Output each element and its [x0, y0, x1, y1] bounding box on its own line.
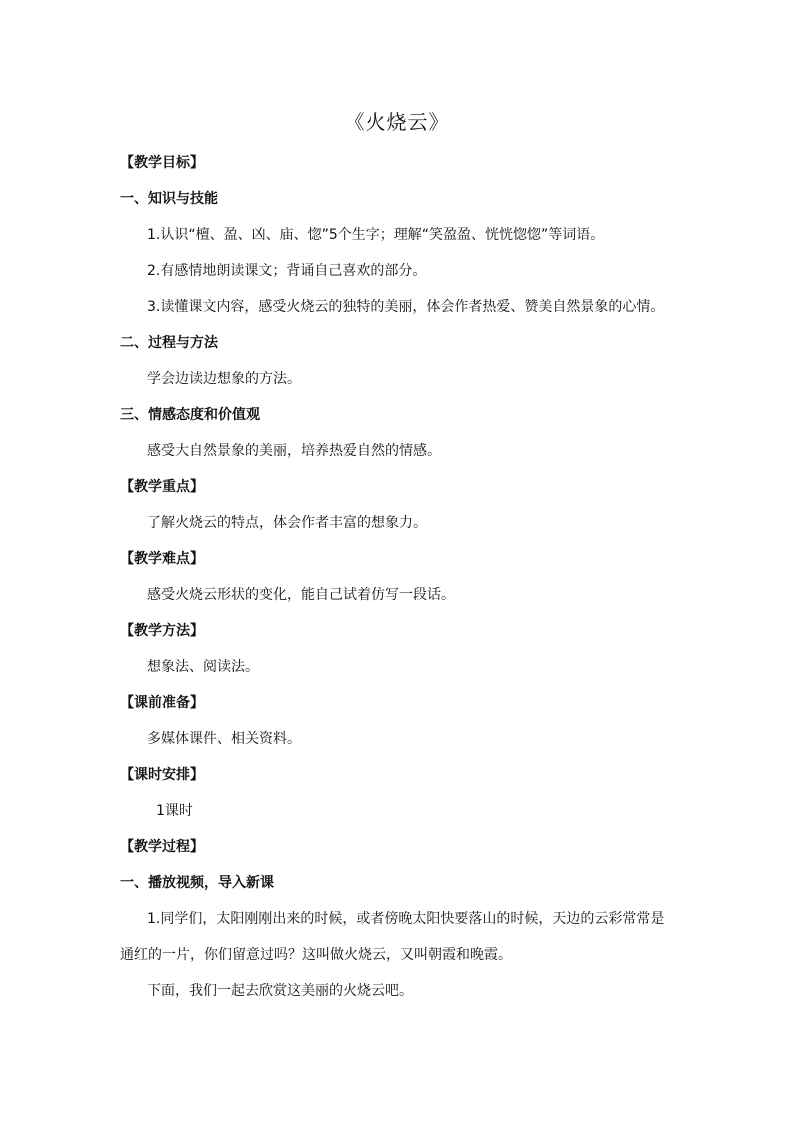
- objective-item-1: 1.认识“檀、盈、凶、庙、惚”5个生字；理解“笑盈盈、恍恍惚惚”等词语。: [147, 227, 605, 243]
- section-heading-objectives: 【教学目标】: [120, 155, 204, 171]
- section-heading-key-points: 【教学重点】: [120, 479, 204, 495]
- document-title: 《火烧云》: [344, 110, 450, 134]
- emotion-values-text: 感受大自然景象的美丽，培养热爱自然的情感。: [147, 443, 441, 459]
- section-heading-methods: 【教学方法】: [120, 623, 204, 639]
- section-heading-process: 【教学过程】: [120, 839, 204, 855]
- intro-paragraph-line-1: 1.同学们，太阳刚刚出来的时候，或者傍晚太阳快要落山的时候，天边的云彩常常是: [147, 911, 665, 927]
- key-points-text: 了解火烧云的特点，体会作者丰富的想象力。: [147, 515, 427, 531]
- intro-paragraph-line-3: 下面，我们一起去欣赏这美丽的火烧云吧。: [147, 983, 413, 999]
- difficulties-text: 感受火烧云形状的变化，能自己试着仿写一段话。: [147, 587, 455, 603]
- section-heading-schedule: 【课时安排】: [120, 767, 204, 783]
- intro-paragraph-line-2: 通红的一片，你们留意过吗？这叫做火烧云，又叫朝霞和晚霞。: [120, 947, 512, 963]
- schedule-text: 1课时: [156, 803, 193, 819]
- objective-item-3: 3.读懂课文内容，感受火烧云的独特的美丽，体会作者热爱、赞美自然景象的心情。: [147, 299, 665, 315]
- subheading-process-method: 二、过程与方法: [120, 335, 218, 351]
- methods-text: 想象法、阅读法。: [147, 659, 259, 675]
- section-heading-preparation: 【课前准备】: [120, 695, 204, 711]
- objective-item-2: 2.有感情地朗读课文；背诵自己喜欢的部分。: [147, 263, 427, 279]
- preparation-text: 多媒体课件、相关资料。: [147, 731, 301, 747]
- subheading-emotion-values: 三、情感态度和价值观: [120, 407, 260, 423]
- subheading-knowledge-skills: 一、知识与技能: [120, 191, 218, 207]
- process-method-text: 学会边读边想象的方法。: [147, 371, 301, 387]
- subheading-intro: 一、播放视频，导入新课: [120, 875, 274, 891]
- section-heading-difficulties: 【教学难点】: [120, 551, 204, 567]
